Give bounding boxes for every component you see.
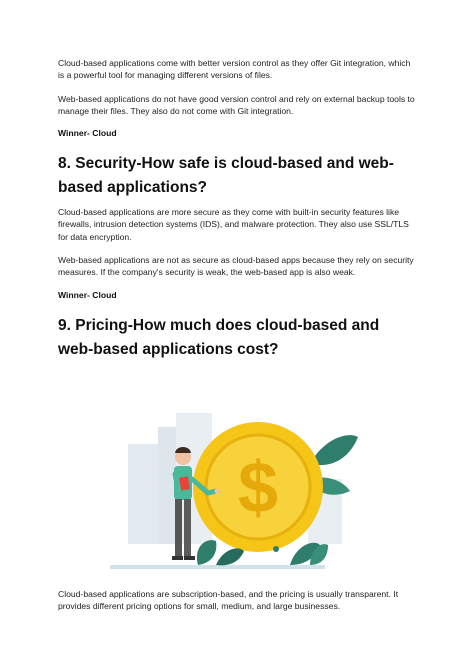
section-heading: 9. Pricing-How much does cloud-based and web-based applications cost?: [58, 317, 380, 358]
paragraph: Cloud-based applications come with better version control as they offer Git integration, which is a powerful tool for managing different versions of files.: [58, 58, 411, 81]
winner-label: Winner- Cloud: [58, 290, 117, 300]
dollar-symbol: $: [237, 448, 279, 528]
ground-line: [110, 565, 325, 569]
winner-label: Winner- Cloud: [58, 128, 117, 138]
sparkle-dot: [273, 546, 279, 552]
paragraph: Cloud-based applications are subscription-based, and the pricing is usually transparent. It provides different pricing options for small, medium, and large businesses.: [58, 589, 399, 612]
coin-icon: [193, 422, 323, 552]
section-heading: 8. Security-How safe is cloud-based and web-based applications?: [58, 155, 394, 196]
pricing-illustration: [58, 369, 416, 576]
paragraph: Web-based applications do not have good version control and rely on external backup tools to manage their files. They also do not come with Git integration.: [58, 94, 415, 117]
paragraph: Cloud-based applications are more secure as they come with built-in security features like firewalls, intrusion detection systems (IDS), and malware protection. They also use SSL/TLS for data encryption.: [58, 207, 409, 242]
paragraph: Web-based applications are not as secure as cloud-based apps because they rely on security measures. If the company's security is weak, the web-based app is also weak.: [58, 255, 414, 278]
